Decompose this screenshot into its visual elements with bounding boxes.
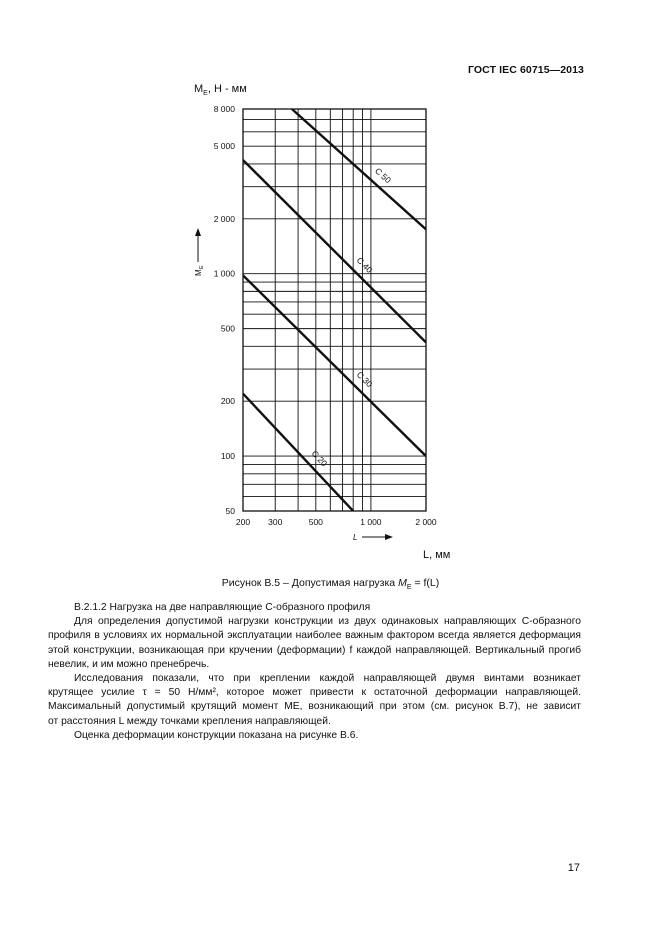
caption-var: M <box>398 577 407 589</box>
y-unit-base: M <box>194 83 204 95</box>
series-label: C 40 <box>354 255 375 275</box>
series-label: C 50 <box>373 165 394 186</box>
section-heading: В.2.1.2 Нагрузка на две направляющие С-образного профиля <box>74 602 371 613</box>
series-line <box>243 160 426 342</box>
section-text <box>48 601 581 743</box>
y-tick-label: 8 000 <box>213 104 235 114</box>
paragraph-2-line-4: от расстояния L между точками крепления направляющей. <box>48 715 331 727</box>
x-tick-label: 300 <box>268 517 283 527</box>
x-tick-label: 200 <box>235 517 251 527</box>
paragraph-2-line-3: Максимальный допустимый крутящий момент ME, возникающий при этом (см. рисунок В.7), не зависит <box>48 701 581 713</box>
x-tick-label: 1 000 <box>360 517 382 527</box>
caption-prefix: Рисунок В.5 – Допустимая нагрузка <box>221 577 399 589</box>
series-line <box>243 275 426 456</box>
y-unit-sub: E <box>203 90 208 98</box>
y-axis-side-label: M <box>194 269 203 276</box>
y-tick-label: 100 <box>220 451 235 462</box>
caption-var-sub: E <box>406 584 412 592</box>
y-tick-label: 2 000 <box>213 213 235 224</box>
y-tick-label: 200 <box>220 396 235 407</box>
y-axis-arrowhead <box>195 228 201 236</box>
y-tick-label: 5 000 <box>213 141 235 152</box>
paragraph-2-line-2: крутящее усилие τ = 50 Н/мм², которое может привести к остаточной деформации направляющей. <box>48 687 581 699</box>
series-label: C 30 <box>354 369 375 390</box>
y-tick-label: 1 000 <box>213 268 235 279</box>
y-tick-label: 500 <box>220 323 235 334</box>
page-number: 17 <box>567 862 580 874</box>
x-axis-side-label: L <box>353 533 358 542</box>
plot-frame <box>243 109 426 511</box>
x-axis-arrowhead <box>385 534 393 540</box>
paragraph-3: Оценка деформации конструкции показана на рисунке В.6. <box>74 729 359 741</box>
series-label: C 20 <box>309 448 330 469</box>
caption-suffix: = f(L) <box>411 577 440 589</box>
y-tick-label: 50 <box>225 506 235 516</box>
document-header: ГОСТ IEC 60715—2013 <box>467 64 584 76</box>
figure-caption <box>0 577 661 591</box>
y-unit-rest: , Н - мм <box>207 83 247 95</box>
x-tick-label: 500 <box>308 517 323 527</box>
paragraph-1: Для определения допустимой нагрузки конструкции из двух одинаковых направляющих С-образного профиля в условиях их нормальной эксплуатации наиболее важным фактором всегда является деформация этой конструкции, возникающая при кручении (деформации) f каждой направляющей. Вертикальный прогиб невелик, и им можно пренебречь. <box>48 616 581 670</box>
series-line <box>292 109 426 229</box>
paragraph-2-line-1: Исследования показали, что при креплении каждой направляющей двумя винтами возникает <box>74 673 581 685</box>
x-axis-unit-label: L, мм <box>423 549 451 561</box>
y-axis-side-label-sub: E <box>199 265 205 269</box>
x-tick-label: 2 000 <box>415 517 437 527</box>
